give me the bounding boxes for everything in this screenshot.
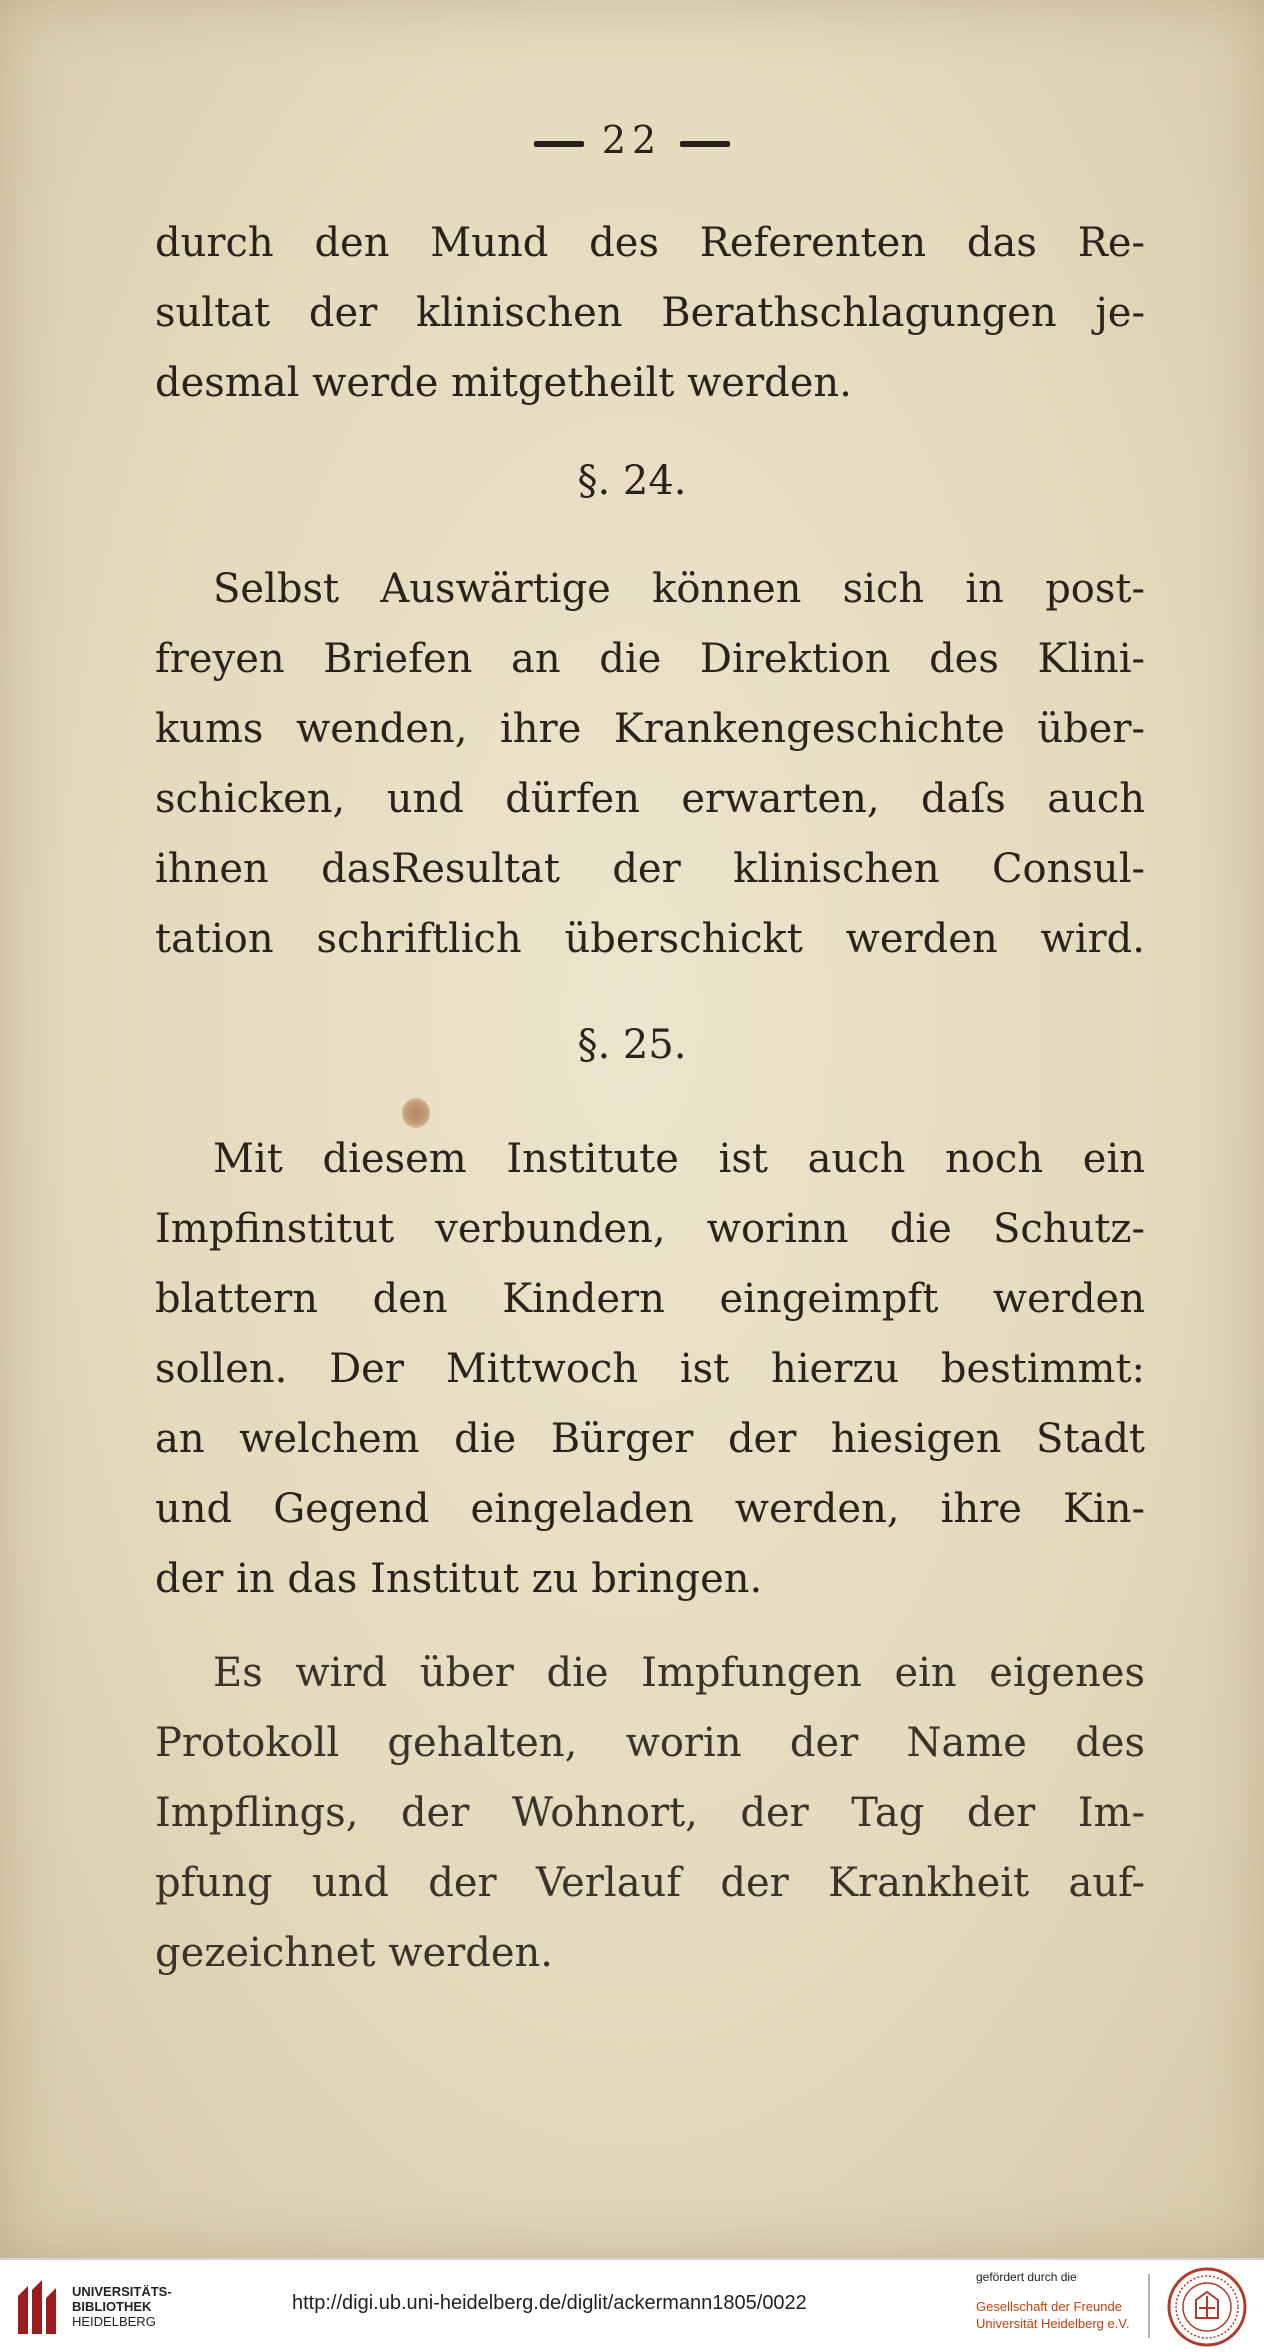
text-line: tation schriftlich überschickt werden wird.	[155, 916, 1145, 962]
text-line: und Gegend eingeladen werden, ihre Kin-	[155, 1486, 1145, 1532]
text-line: sollen. Der Mittwoch ist hierzu bestimmt:	[155, 1346, 1145, 1392]
sponsor-label: gefördert durch die	[976, 2270, 1077, 2284]
library-logo-icon	[14, 2276, 60, 2338]
page-header	[0, 118, 1264, 162]
section-24-paragraph	[155, 554, 1145, 974]
text-line: ihnen dasResultat der klinischen Consul-	[155, 846, 1145, 892]
text-line: desmal werde mitgetheilt werden.	[155, 360, 852, 406]
section-25-paragraph	[155, 1124, 1145, 1614]
library-name	[72, 2284, 172, 2329]
section-heading-24: §. 24.	[577, 458, 687, 504]
sponsor-name-line: Universität Heidelberg e.V.	[976, 2316, 1130, 2331]
library-name-line: BIBLIOTHEK	[72, 2299, 152, 2314]
text-line: kums wenden, ihre Krankengeschichte über-	[155, 706, 1145, 752]
text-line: schicken, und dürfen erwarten, daſs auch	[155, 776, 1145, 822]
sponsor-name-line: Gesellschaft der Freunde	[976, 2299, 1122, 2314]
page-number: 22	[601, 118, 663, 162]
text-line: an welchem die Bürger der hiesigen Stadt	[155, 1416, 1145, 1462]
header-dash-right	[680, 141, 730, 147]
footer-bar	[0, 2258, 1264, 2352]
library-name-line: HEIDELBERG	[72, 2314, 156, 2329]
text-line: Es wird über die Impfungen ein eigenes	[213, 1650, 1145, 1696]
library-name-line: UNIVERSITÄTS-	[72, 2284, 172, 2299]
text-line: gezeichnet werden.	[155, 1930, 553, 1976]
text-line: durch den Mund des Referenten das Re-	[155, 220, 1145, 266]
paragraph-continuation	[155, 208, 1145, 418]
section-heading-25: §. 25.	[577, 1022, 687, 1068]
text-line: Protokoll gehalten, worin der Name des	[155, 1720, 1145, 1766]
permalink-url[interactable]: http://digi.ub.uni-heidelberg.de/diglit/ackermann1805/0022	[292, 2292, 807, 2314]
section-25-paragraph-2	[155, 1638, 1145, 1988]
footer-divider	[1148, 2274, 1150, 2338]
text-line: pfung und der Verlauf der Krankheit auf-	[155, 1860, 1145, 1906]
text-line: der in das Institut zu bringen.	[155, 1556, 763, 1602]
text-line: sultat der klinischen Berathschlagungen je-	[155, 290, 1145, 336]
text-line: freyen Briefen an die Direktion des Klini-	[155, 636, 1145, 682]
text-line: Selbst Auswärtige können sich in post-	[213, 566, 1145, 612]
sponsor-block	[976, 2270, 1146, 2332]
text-line: Impflings, der Wohnort, der Tag der Im-	[155, 1790, 1145, 1836]
text-line: Mit diesem Institute ist auch noch ein	[213, 1136, 1145, 1182]
university-seal-icon	[1166, 2266, 1248, 2348]
text-line: blattern den Kindern eingeimpft werden	[155, 1276, 1145, 1322]
header-dash-left	[534, 141, 584, 147]
text-line: Impfinstitut verbunden, worinn die Schutz-	[155, 1206, 1145, 1252]
